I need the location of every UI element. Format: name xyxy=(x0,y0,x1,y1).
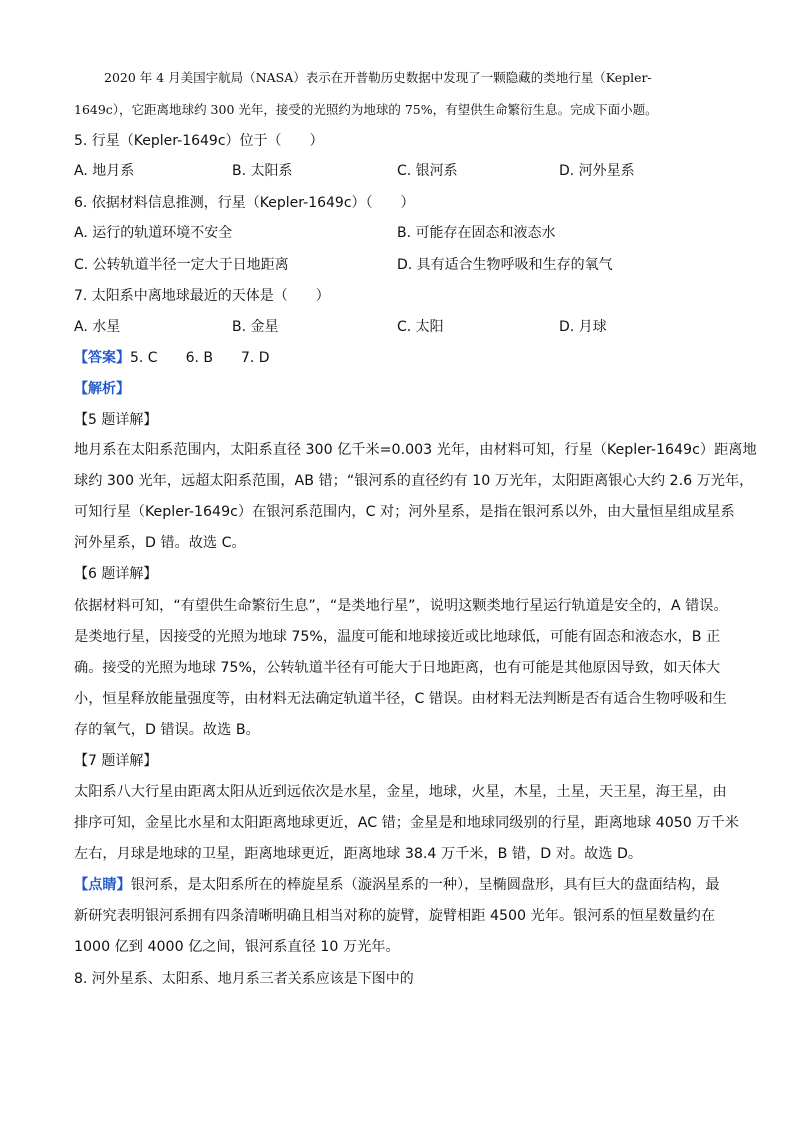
question-5-stem: 5. 行星（Kepler-1649c）位于（ ） xyxy=(74,133,324,149)
detail-6-line-1: 依据材料可知，“有望供生命繁衍生息”，“是类地行星”，说明这颗类地行星运行轨道是安全的，A 错误。 xyxy=(74,598,728,614)
note-label: 【点睛】 xyxy=(74,877,131,893)
detail-6-line-4: 小，恒星释放能量强度等，由材料无法确定轨道半径，C 错误。由材料无法判断是否有适合生物呼吸和生 xyxy=(74,691,727,707)
question-8-stem: 8. 河外星系、太阳系、地月系三者关系应该是下图中的 xyxy=(74,971,414,987)
q6-option-d: D. 具有适合生物呼吸和生存的氧气 xyxy=(397,257,613,273)
detail-7-line-1: 太阳系八大行星由距离太阳从近到远依次是水星，金星，地球，火星，木星，土星，天王星，海王星，由 xyxy=(74,784,727,800)
q5-option-c: C. 银河系 xyxy=(397,163,458,179)
detail-5-line-2: 球约 300 光年，远超太阳系范围，AB 错；“银河系的直径约有 10 万光年，太阳距离银心大约 2.6 万光年， xyxy=(74,473,754,489)
q6-option-c: C. 公转轨道半径一定大于日地距离 xyxy=(74,257,289,273)
q7-option-a: A. 水星 xyxy=(74,319,121,335)
detail-6-line-3: 确。接受的光照为地球 75%，公转轨道半径有可能大于日地距离，也有可能是其他原因导致，如天体大 xyxy=(74,660,721,676)
answer-label: 【答案】 xyxy=(74,350,130,366)
q6-option-b: B. 可能存在固态和液态水 xyxy=(397,225,556,241)
intro-line-1: 2020 年 4 月美国宇航局（NASA）表示在开普勒历史数据中发现了一颗隐藏的类地行星（Kepler- xyxy=(104,70,652,85)
q5-option-d: D. 河外星系 xyxy=(559,163,635,179)
question-6-stem: 6. 依据材料信息推测，行星（Kepler-1649c）（ ） xyxy=(74,195,415,211)
intro-line-2: 1649c），它距离地球约 300 光年，接受的光照约为地球的 75%，有望供生命繁衍生息。完成下面小题。 xyxy=(74,102,658,117)
analysis-label: 【解析】 xyxy=(74,381,130,397)
note-line-3: 1000 亿到 4000 亿之间，银河系直径 10 万光年。 xyxy=(74,939,400,955)
q5-option-b: B. 太阳系 xyxy=(232,163,293,179)
q7-option-c: C. 太阳 xyxy=(397,319,444,335)
detail-5-line-4: 河外星系，D 错。故选 C。 xyxy=(74,535,246,551)
detail-7-heading: 【7 题详解】 xyxy=(74,753,158,769)
detail-5-line-1: 地月系在太阳系范围内，太阳系直径 300 亿千米=0.003 光年，由材料可知，行星（Kepler-1649c）距离地 xyxy=(74,442,757,458)
detail-7-line-2: 排序可知，金星比水星和太阳距离地球更近，AC 错；金星是和地球同级别的行星，距离地球 4050 万千米 xyxy=(74,815,739,831)
answer-values: 5. C 6. B 7. D xyxy=(130,350,270,366)
note-line-2: 新研究表明银河系拥有四条清晰明确且相当对称的旋臂，旋臂相距 4500 光年。银河系的恒星数量约在 xyxy=(74,908,716,924)
detail-6-heading: 【6 题详解】 xyxy=(74,566,158,582)
detail-5-line-3: 可知行星（Kepler-1649c）在银河系范围内，C 对；河外星系，是指在银河系以外，由大量恒星组成星系 xyxy=(74,504,735,520)
question-7-stem: 7. 太阳系中离地球最近的天体是（ ） xyxy=(74,288,330,304)
detail-7-line-3: 左右，月球是地球的卫星，距离地球更近，距离地球 38.4 万千米，B 错，D 对。故选 D。 xyxy=(74,846,643,862)
q7-option-b: B. 金星 xyxy=(232,319,279,335)
note-first-text: 银河系，是太阳系所在的棒旋星系（漩涡星系的一种），呈椭圆盘形，具有巨大的盘面结构，最 xyxy=(130,877,720,893)
q7-option-d: D. 月球 xyxy=(559,319,607,335)
detail-6-line-2: 是类地行星，因接受的光照为地球 75%，温度可能和地球接近或比地球低，可能有固态和液态水，B 正 xyxy=(74,629,721,645)
q6-option-a: A. 运行的轨道环境不安全 xyxy=(74,225,233,241)
answer-line xyxy=(74,348,270,368)
detail-5-heading: 【5 题详解】 xyxy=(74,412,158,428)
detail-6-line-5: 存的氧气，D 错误。故选 B。 xyxy=(74,722,260,738)
note-line-1 xyxy=(74,875,720,895)
q5-option-a: A. 地月系 xyxy=(74,163,135,179)
